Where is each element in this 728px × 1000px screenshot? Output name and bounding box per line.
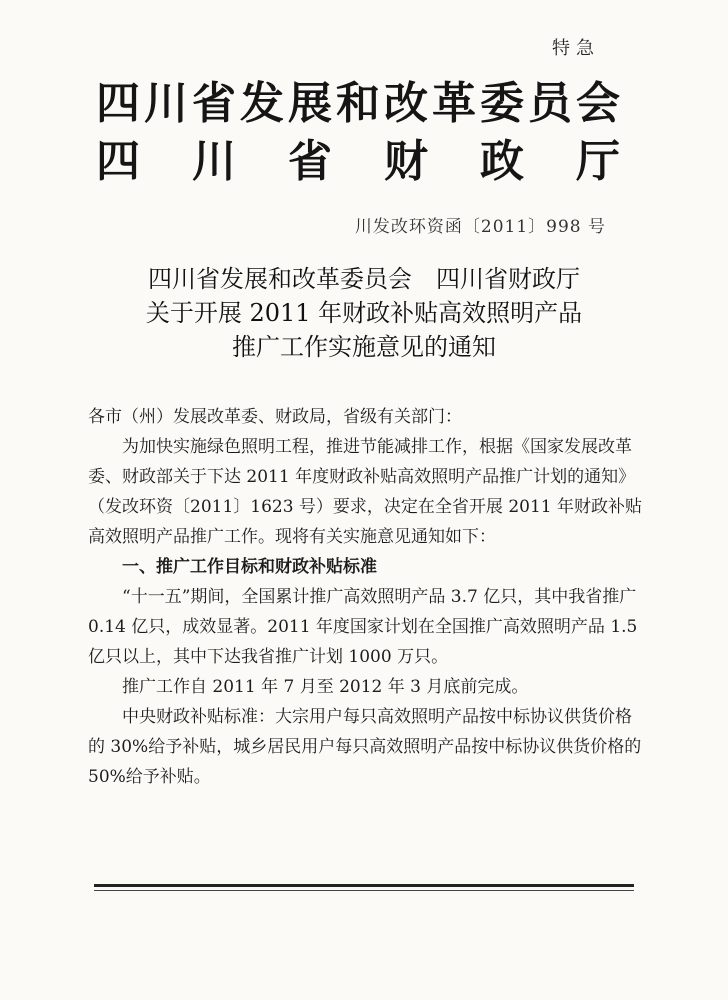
body-paragraph: “十一五”期间，全国累计推广高效照明产品 3.7 亿只，其中我省推广 0.14 亿只，成效显著。2011 年度国家计划在全国推广高效照明产品 1.5 亿只以上，其中下达我省推广计划 1000 万只。: [88, 587, 638, 667]
document-body: [88, 402, 648, 792]
issuer-char: 展: [288, 78, 332, 129]
issuer-char: 四: [96, 136, 140, 187]
body-paragraph: 推广工作自 2011 年 7 月至 2012 年 3 月底前完成。: [122, 677, 529, 697]
issuer-char: 省: [192, 78, 236, 129]
issuer-char: 省: [288, 136, 332, 187]
document-title: [0, 262, 728, 364]
footer-rule-thick: [94, 884, 634, 887]
addressee-line: 各市（州）发展改革委、财政局，省级有关部门：: [88, 407, 462, 427]
issuer-char: 厅: [576, 136, 620, 187]
issuer-char: 川: [192, 136, 236, 187]
issuer-char: 改: [384, 78, 428, 129]
issuer-char: 委: [480, 78, 524, 129]
document-number: 川发改环资函〔2011〕998 号: [354, 217, 606, 237]
body-paragraph: 为加快实施绿色照明工程，推进节能减排工作，根据《国家发展改革委、财政部关于下达 2011 年度财政补贴高效照明产品推广计划的通知》（发改环资〔2011〕1623 号）要求，决定在全省开展 2011 年财政补贴高效照明产品推广工作。现将有关实施意见通知如下：: [88, 437, 643, 547]
title-line-1: 四川省发展和改革委员会 四川省财政厅: [148, 265, 580, 293]
issuer-char: 发: [240, 78, 284, 129]
issuer-name-1: [96, 78, 620, 129]
issuer-char: 四: [96, 78, 140, 129]
title-line-2: 关于开展 2011 年财政补贴高效照明产品: [145, 299, 583, 327]
section-heading: 一、推广工作目标和财政补贴标准: [122, 557, 377, 577]
issuer-char: 川: [144, 78, 188, 129]
title-line-3: 推广工作实施意见的通知: [232, 333, 496, 361]
body-paragraph: 中央财政补贴标准：大宗用户每只高效照明产品按中标协议供货价格的 30%给予补贴，城乡居民用户每只高效照明产品按中标协议供货价格的 50%给予补贴。: [88, 707, 642, 787]
footer-rule-thin: [94, 890, 634, 891]
issuer-char: 员: [528, 78, 572, 129]
issuer-char: 财: [384, 136, 428, 187]
urgency-label: 特急: [552, 38, 600, 59]
issuer-char: 和: [336, 78, 380, 129]
issuer-name-2: [96, 136, 620, 187]
issuer-char: 会: [576, 78, 620, 129]
issuer-char: 革: [432, 78, 476, 129]
issuer-char: 政: [480, 136, 524, 187]
